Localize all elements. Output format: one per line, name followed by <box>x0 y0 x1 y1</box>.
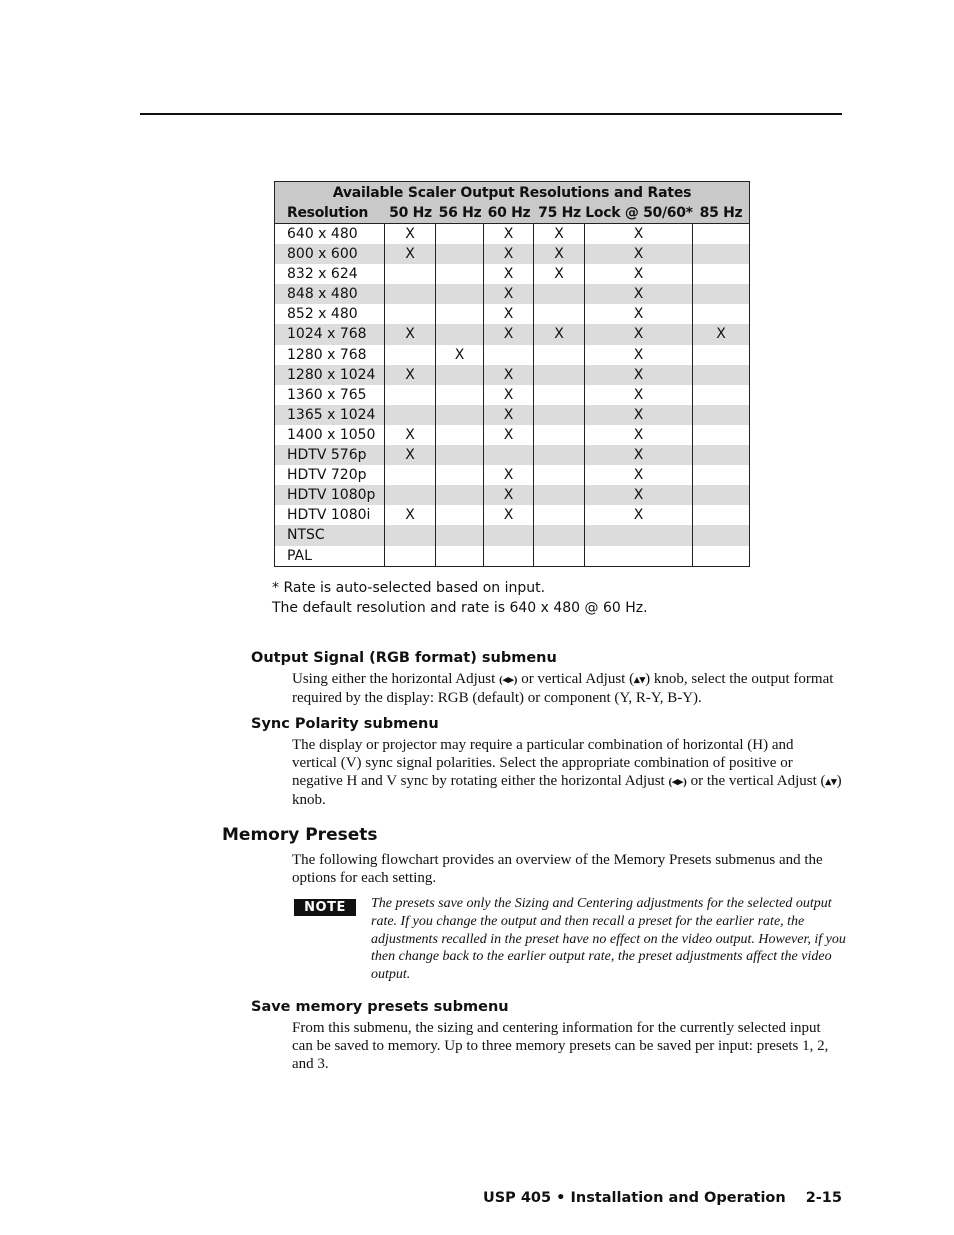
rate-cell <box>693 385 749 405</box>
rate-cell <box>534 365 585 385</box>
rate-cell <box>385 304 436 324</box>
note-badge: NOTE <box>294 899 356 916</box>
horizontal-adjust-icon: (◂▸) <box>499 674 518 686</box>
output-signal-text-c: ) knob, select the output format required by the display: RGB (default) or component (Y, R-Y, B-Y). <box>292 671 834 706</box>
column-header: 50 Hz <box>389 205 432 221</box>
column-header: 56 Hz <box>438 205 482 221</box>
rate-cell: X <box>585 365 693 385</box>
output-signal-heading: Output Signal (RGB format) submenu <box>251 650 557 666</box>
rate-cell <box>385 385 436 405</box>
vertical-adjust-icon: ▴▾ <box>634 674 646 686</box>
vertical-adjust-icon: ▴▾ <box>825 776 837 788</box>
footer-doc-title: USP 405 • Installation and Operation <box>482 1190 786 1206</box>
table-row <box>275 284 749 304</box>
page-number: 2-15 <box>805 1190 842 1206</box>
resolution-cell: NTSC <box>275 525 385 545</box>
rate-cell: X <box>385 324 436 344</box>
rate-cell: X <box>385 365 436 385</box>
rate-cell <box>693 405 749 425</box>
rate-cell: X <box>484 284 534 304</box>
resolution-cell: 1280 x 768 <box>275 345 385 365</box>
footnote-default: The default resolution and rate is 640 x 480 @ 60 Hz. <box>272 600 648 616</box>
rate-cell: X <box>534 244 585 264</box>
memory-presets-intro <box>292 851 842 887</box>
rate-cell <box>436 284 484 304</box>
sync-polarity-text-a: The display or projector may require a particular combination of horizontal (H) and vertical (V) sync signal polarities. Select the appropriate combination of positive or negative H and V sync by rotating either the horizontal Adjust <box>292 737 794 789</box>
resolution-cell: 1024 x 768 <box>275 324 385 344</box>
table-row <box>275 345 749 365</box>
rate-cell: X <box>484 304 534 324</box>
table-body <box>275 224 749 566</box>
sync-polarity-heading: Sync Polarity submenu <box>251 716 439 732</box>
rate-cell <box>534 405 585 425</box>
table-row <box>275 244 749 264</box>
resolution-cell: 640 x 480 <box>275 224 385 244</box>
rate-cell: X <box>385 224 436 244</box>
column-header: Resolution <box>287 205 369 221</box>
resolution-cell: HDTV 1080i <box>275 505 385 525</box>
table-row <box>275 425 749 445</box>
rate-cell: X <box>385 425 436 445</box>
table-row <box>275 546 749 566</box>
rate-cell <box>693 445 749 465</box>
rate-cell <box>534 546 585 566</box>
table-row <box>275 465 749 485</box>
rate-cell <box>436 465 484 485</box>
rate-cell <box>534 505 585 525</box>
rate-cell <box>436 405 484 425</box>
rate-cell <box>693 365 749 385</box>
rate-cell <box>385 284 436 304</box>
rate-cell <box>693 345 749 365</box>
rate-cell <box>436 365 484 385</box>
rate-cell <box>693 244 749 264</box>
rate-cell: X <box>585 244 693 264</box>
save-presets-heading: Save memory presets submenu <box>251 999 509 1015</box>
rate-cell <box>693 224 749 244</box>
rate-cell <box>534 284 585 304</box>
table-row <box>275 385 749 405</box>
rate-cell: X <box>484 244 534 264</box>
resolution-cell: 832 x 624 <box>275 264 385 284</box>
table-row <box>275 445 749 465</box>
rate-cell: X <box>585 385 693 405</box>
rate-cell <box>484 546 534 566</box>
table-header <box>275 182 749 224</box>
rate-cell <box>436 324 484 344</box>
rate-cell <box>534 345 585 365</box>
rate-cell: X <box>484 324 534 344</box>
rate-cell: X <box>585 304 693 324</box>
rate-cell: X <box>484 465 534 485</box>
resolution-cell: 800 x 600 <box>275 244 385 264</box>
resolution-cell: 1365 x 1024 <box>275 405 385 425</box>
rate-cell <box>436 425 484 445</box>
rate-cell: X <box>716 326 726 343</box>
rate-cell <box>693 546 749 566</box>
rate-cell <box>385 264 436 284</box>
horizontal-adjust-icon: (◂▸) <box>668 776 687 788</box>
rate-cell <box>585 525 693 545</box>
column-header: 85 Hz <box>699 205 743 221</box>
rate-cell <box>436 304 484 324</box>
resolution-cell: 1400 x 1050 <box>275 425 385 445</box>
sync-polarity-text-c: ) knob. <box>292 773 842 808</box>
rate-cell <box>693 264 749 284</box>
footnote-rate: * Rate is auto-selected based on input. <box>272 580 546 596</box>
rate-cell: X <box>585 465 693 485</box>
rate-cell <box>436 445 484 465</box>
rate-cell <box>534 525 585 545</box>
resolution-cell: HDTV 720p <box>275 465 385 485</box>
resolution-cell: HDTV 1080p <box>275 485 385 505</box>
resolution-cell: PAL <box>275 546 385 566</box>
rate-cell <box>484 345 534 365</box>
resolution-cell: 848 x 480 <box>275 284 385 304</box>
resolutions-table <box>274 181 750 567</box>
rate-cell <box>385 485 436 505</box>
table-row <box>275 405 749 425</box>
table-row <box>275 525 749 545</box>
rate-cell <box>385 525 436 545</box>
rate-cell: X <box>585 485 693 505</box>
rate-cell <box>436 525 484 545</box>
rate-cell <box>385 345 436 365</box>
table-row <box>275 505 749 525</box>
save-presets-text-body: From this submenu, the sizing and centering information for the currently selected input can be saved to memory. Up to three memory presets can be saved per input: presets 1, 2, and 3. <box>292 1020 829 1072</box>
table-row <box>275 224 749 244</box>
rate-cell: X <box>436 345 484 365</box>
table-row <box>275 485 749 505</box>
resolution-cell: 852 x 480 <box>275 304 385 324</box>
rate-cell: X <box>585 284 693 304</box>
output-signal-text-a: Using either the horizontal Adjust <box>292 671 500 687</box>
column-header: 75 Hz <box>538 205 581 221</box>
rate-cell <box>534 485 585 505</box>
rate-cell: X <box>484 224 534 244</box>
rate-cell: X <box>585 425 693 445</box>
rate-cell: X <box>484 264 534 284</box>
rate-cell <box>436 505 484 525</box>
rate-cell <box>436 244 484 264</box>
table-row <box>275 304 749 324</box>
rate-cell <box>534 385 585 405</box>
resolution-cell: 1360 x 765 <box>275 385 385 405</box>
page-footer <box>483 1190 842 1206</box>
rate-cell <box>693 485 749 505</box>
rate-cell: X <box>534 224 585 244</box>
rate-cell <box>436 385 484 405</box>
table-row <box>275 365 749 385</box>
rate-cell: X <box>484 385 534 405</box>
rate-cell <box>436 546 484 566</box>
rate-cell: X <box>585 264 693 284</box>
rate-cell: X <box>585 345 693 365</box>
rate-cell: X <box>585 405 693 425</box>
table-title: Available Scaler Output Resolutions and Rates <box>332 185 692 201</box>
rate-cell: X <box>484 405 534 425</box>
rate-cell <box>693 525 749 545</box>
rate-cell: X <box>484 485 534 505</box>
rate-cell <box>436 485 484 505</box>
rate-cell: X <box>534 324 585 344</box>
rate-cell: X <box>585 505 693 525</box>
memory-presets-intro-text: The following flowchart provides an overview of the Memory Presets submenus and the options for each setting. <box>292 852 823 886</box>
sync-polarity-text <box>292 736 842 809</box>
rate-cell <box>585 546 693 566</box>
save-presets-text <box>292 1019 842 1073</box>
rate-cell: X <box>484 505 534 525</box>
rate-cell <box>484 445 534 465</box>
rate-cell <box>693 304 749 324</box>
column-header: 60 Hz <box>487 205 531 221</box>
rate-cell <box>534 304 585 324</box>
rate-cell: X <box>585 324 693 344</box>
rate-cell: X <box>585 224 693 244</box>
rate-cell: X <box>385 445 436 465</box>
resolution-cell: 1280 x 1024 <box>275 365 385 385</box>
column-headers <box>275 203 749 223</box>
memory-presets-heading: Memory Presets <box>222 825 378 845</box>
note-text: The presets save only the Sizing and Centering adjustments for the selected output rate. If you change the output and then recall a preset for the earlier rate, the adjustments recalled in the preset have no effect on the video output. However, if you then change back to the earlier output rate, the preset adjustments affect the video output. <box>371 896 846 983</box>
output-signal-text-b: or vertical Adjust ( <box>517 671 635 687</box>
rate-cell: X <box>484 425 534 445</box>
rate-cell <box>534 465 585 485</box>
rate-cell <box>693 284 749 304</box>
rate-cell: X <box>484 365 534 385</box>
rate-cell <box>436 224 484 244</box>
rate-cell <box>534 425 585 445</box>
top-rule <box>140 113 842 115</box>
rate-cell <box>385 546 436 566</box>
rate-cell <box>534 445 585 465</box>
table-row <box>275 264 749 284</box>
resolution-cell: HDTV 576p <box>275 445 385 465</box>
rate-cell: X <box>385 244 436 264</box>
rate-cell: X <box>534 264 585 284</box>
rate-cell <box>693 465 749 485</box>
rate-cell: X <box>585 445 693 465</box>
output-signal-text <box>292 670 842 707</box>
rate-cell <box>385 405 436 425</box>
rate-cell: X <box>385 505 436 525</box>
rate-cell <box>436 264 484 284</box>
rate-cell <box>693 505 749 525</box>
rate-cell <box>385 465 436 485</box>
sync-polarity-text-b: or the vertical Adjust ( <box>686 773 826 789</box>
rate-cell <box>693 425 749 445</box>
table-row <box>275 324 749 344</box>
column-header: Lock @ 50/60* <box>585 205 693 221</box>
rate-cell <box>484 525 534 545</box>
